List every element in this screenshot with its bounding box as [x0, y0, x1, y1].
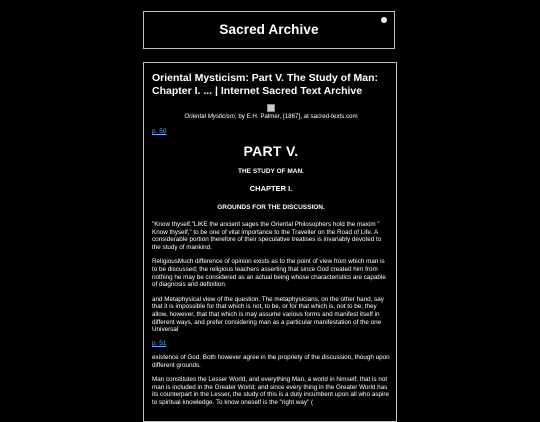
article-panel — [143, 62, 397, 422]
page-link-50[interactable]: p. 50 — [152, 128, 167, 135]
attribution-text: , by E.H. Palmer, [1867], at sacred-texts.com — [234, 113, 358, 120]
paragraph: "Know thyself."LIKE the ancient sages the Oriental Philosophers hold the maxim " Know thyself," to be one of vital importance to the Traveller on the Road of Life. A considerable portion therefore of their speculative treatises is invariably devoted to the study of mankind. — [152, 221, 382, 251]
chapter-heading: CHAPTER I. — [249, 184, 293, 193]
broken-image-icon — [267, 104, 275, 112]
site-title[interactable]: Sacred Archive — [219, 22, 319, 37]
page-title: Oriental Mysticism: Part V. The Study of Man: Chapter I. ... | Internet Sacred Text Archive — [152, 72, 378, 97]
paragraph: existence of God. Both however agree in the propriety of the discussion, though upon different grounds. — [152, 354, 390, 369]
page-link-51[interactable]: p. 51 — [152, 340, 167, 348]
attribution — [152, 113, 390, 120]
article-body — [152, 72, 390, 413]
attribution-book-title: Oriental Mysticism — [184, 113, 235, 120]
part-heading: PART V. — [243, 143, 299, 159]
paragraph: Man constitutes the Lesser World, and everything Man, a world in himself. that is not man is included in the Greater World; and since every thing in the Greater World has its counterpart in the Lesser, the study of this is a duty incumbent upon all who aspire to spiritual knowledge. To know oneself is the "right way" ( — [152, 376, 389, 406]
paragraph: ReligiousMuch difference of opinion exists as to the point of view from which man is to be discussed; the religious teachers asserting that since God created him from nothing he may be considered as an actual being whose characteristics are capable of diagnosis and definition. — [152, 258, 386, 289]
paragraph: and Metaphysical view of the question. The metaphysicians, on the other hand, say that it is impossible for that which is not, to be, or for that which is, not to be; they allow, however, that that which is may assume various forms and manifest itself in different ways, and prefer considering man as a particular manifestation of the one Universal — [152, 295, 384, 334]
site-header — [143, 11, 395, 49]
circle-icon — [381, 17, 387, 23]
study-heading: THE STUDY OF MAN. — [238, 168, 304, 175]
section-heading: GROUNDS FOR THE DISCUSSION. — [217, 204, 325, 211]
